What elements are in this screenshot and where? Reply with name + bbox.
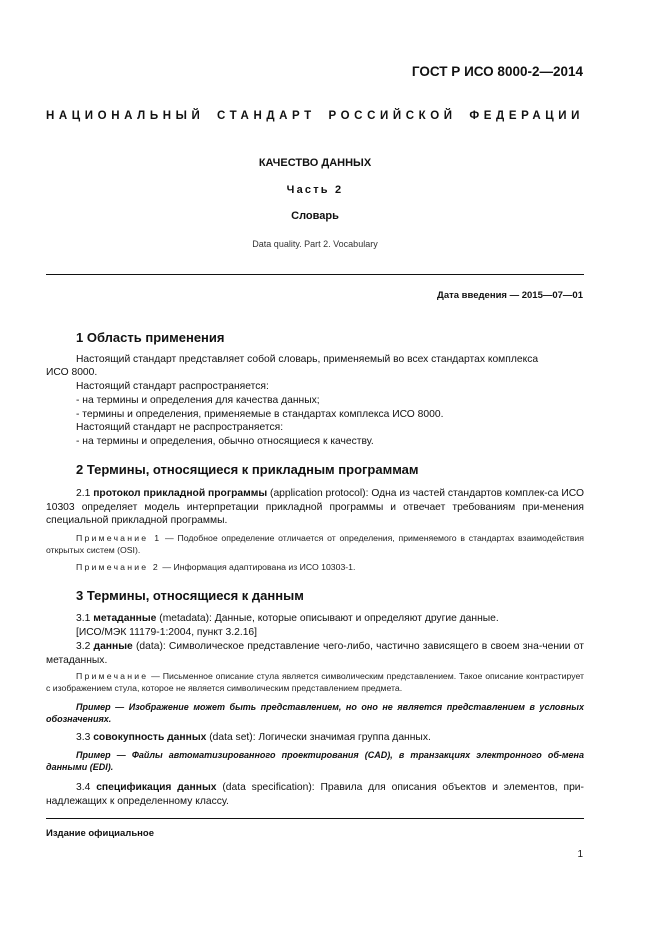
page-number: 1 — [577, 849, 583, 860]
s1-p1b: ИСО 8000. — [46, 367, 98, 378]
note-2-1-label: Примечание 1 — [76, 533, 162, 543]
term-3-1 — [76, 612, 584, 626]
example-3-3: Пример — Файлы автоматизированного проектирования (CAD), в транзакциях электронного об-мена данными (EDI). — [46, 750, 584, 773]
document-title: КАЧЕСТВО ДАННЫХ — [258, 157, 372, 169]
term-3-1-reference: [ИСО/МЭК 11179-1:2004, пункт 3.2.16] — [76, 627, 258, 638]
note-2-2 — [76, 561, 584, 573]
term-3-4-def: (data specification): Правила для описания объектов и элементов, при-надлежащих к определенному классу. — [46, 782, 584, 807]
term-3-3-num: 3.3 — [76, 732, 91, 743]
s1-list-item-1: - на термины и определения для качества данных; — [76, 395, 320, 406]
s1-list-item-3: - на термины и определения, обычно относящиеся к качеству. — [76, 436, 374, 447]
term-3-1-def: (metadata): Данные, которые описывают и определяют другие данные. — [156, 613, 499, 624]
standard-code: ГОСТ Р ИСО 8000-2—2014 — [411, 64, 583, 79]
term-3-2-def: (data): Символическое представление чего-либо, частично зависящего в своем зна-чении от метаданных. — [46, 641, 584, 666]
document-subtitle: Словарь — [291, 210, 339, 222]
term-3-3-term: совокупность данных — [93, 732, 207, 743]
footer-divider — [46, 818, 584, 819]
term-3-2-term: данные — [93, 641, 133, 652]
note-2-2-text: — Информация адаптирована из ИСО 10303-1. — [159, 562, 356, 572]
document-part: Часть 2 — [286, 184, 344, 196]
term-2-1 — [46, 487, 584, 528]
section-1-heading: 1 Область применения — [76, 330, 225, 345]
section-2-heading: 2 Термины, относящиеся к прикладным программам — [76, 462, 419, 477]
english-title: Data quality. Part 2. Vocabulary — [252, 239, 378, 249]
official-edition: Издание официальное — [46, 828, 154, 839]
term-2-1-def: (application protocol): Одна из частей стандартов комплек-са ИСО 10303 определяет модель интерпретации прикладной программы и отвечает требованиям при-менения специальной прикладной программы. — [46, 488, 584, 527]
s1-list-item-2: - термины и определения, применяемые в стандартах комплекса ИСО 8000. — [76, 409, 444, 420]
note-2-1-text: — Подобное определение отличается от определения, применяемого в стандартах взаимодействия открытых систем (OSI). — [46, 533, 584, 556]
note-3-2-text: — Письменное описание стула является символическим представлением. Такое описание контрастирует с изображением стула, которое не является символическим представлением предмета. — [46, 671, 584, 694]
term-3-4-num: 3.4 — [76, 782, 91, 793]
term-3-4-term: спецификация данных — [96, 782, 217, 793]
term-3-4 — [46, 781, 584, 808]
note-2-1 — [46, 532, 584, 556]
term-3-3-def: (data set): Логически значимая группа данных. — [206, 732, 431, 743]
term-2-1-num: 2.1 — [76, 488, 91, 499]
term-2-1-term: протокол прикладной программы — [93, 488, 268, 499]
term-3-3 — [76, 731, 584, 745]
national-standard-banner: НАЦИОНАЛЬНЫЙ СТАНДАРТ РОССИЙСКОЙ ФЕДЕРАЦИИ — [46, 110, 584, 122]
section-1-paragraph — [76, 353, 584, 367]
s1-p1: Настоящий стандарт представляет собой словарь, применяемый во всех стандартах комплекса — [76, 354, 539, 365]
s1-p2: Настоящий стандарт распространяется: — [76, 381, 269, 392]
note-3-2 — [46, 670, 584, 694]
divider — [46, 274, 584, 275]
term-3-1-num: 3.1 — [76, 613, 91, 624]
section-3-heading: 3 Термины, относящиеся к данным — [76, 588, 304, 603]
note-2-2-label: Примечание 2 — [76, 562, 160, 572]
note-3-2-label: Примечание — [76, 671, 149, 681]
example-3-2: Пример — Изображение может быть представлением, но оно не является представлением в условных обозначениях. — [46, 702, 584, 725]
s1-p3: Настоящий стандарт не распространяется: — [76, 422, 284, 433]
term-3-2-num: 3.2 — [76, 641, 91, 652]
introduction-date: Дата введения — 2015—07—01 — [437, 290, 583, 301]
term-3-2 — [46, 640, 584, 667]
term-3-1-term: метаданные — [93, 613, 157, 624]
